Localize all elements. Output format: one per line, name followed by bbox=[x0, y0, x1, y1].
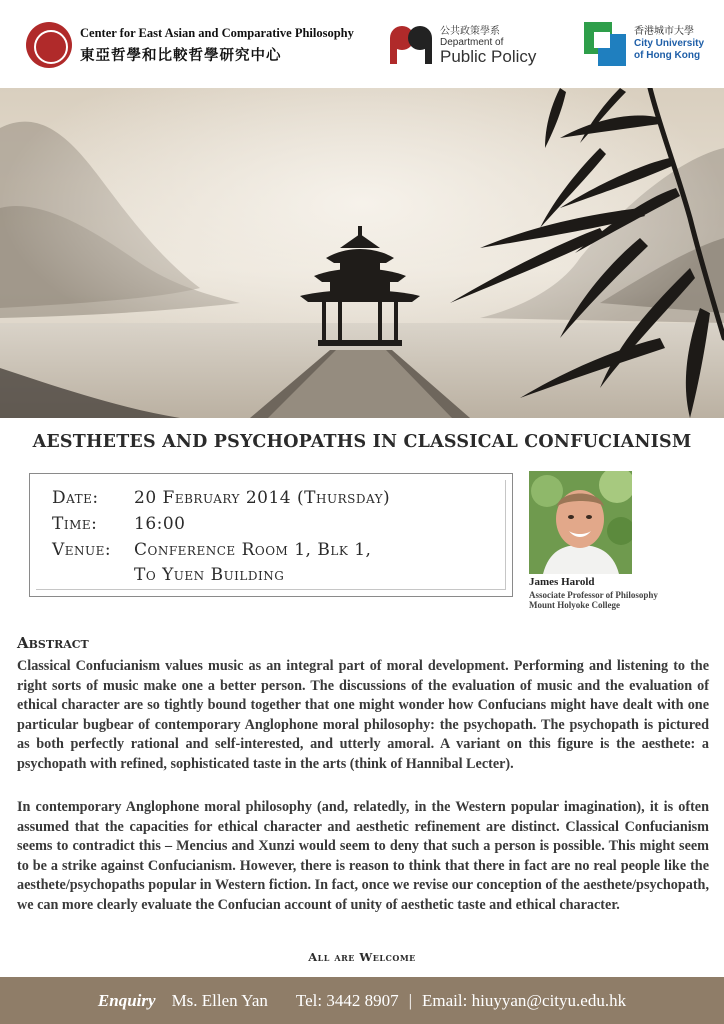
dpp-logo bbox=[390, 22, 536, 66]
cityu-name-zh: 香港城市大學 bbox=[634, 26, 694, 37]
all-welcome-notice: All are Welcome bbox=[308, 950, 416, 964]
date-label: Date: bbox=[52, 488, 99, 508]
abstract-paragraph-1: Classical Confucianism values music as an integral part of moral development. Performing and listening to the right sorts of music make one a better person. The discussions of the evaluation of music and the evaluation of ethical character are so tightly bound together that one might wonder how Confucians might have dealt with one particular bugbear of contemporary Anglophone moral philosophy: the psychopath. The psychopath is pictured as both perfectly rational and self-interested, and utterly amoral. A variant on this figure is the aesthete: a psychopath with refined, sophisticated taste in the arts (think of Hannibal Lecter). bbox=[17, 658, 709, 772]
speaker-name: James Harold bbox=[529, 576, 595, 588]
time-label: Time: bbox=[52, 514, 98, 534]
enquiry-label: Enquiry bbox=[97, 990, 156, 1010]
event-title: AESTHETES AND PSYCHOPATHS IN CLASSICAL CONFUCIANISM bbox=[32, 432, 692, 452]
contact-email[interactable]: Email: hiuyyan@cityu.edu.hk bbox=[422, 990, 627, 1010]
contact-tel: Tel: 3442 8907 bbox=[295, 990, 399, 1010]
dpp-name-zh: 公共政策學系 bbox=[440, 26, 500, 37]
time-value: 16:00 bbox=[134, 514, 186, 534]
dpp-name-large: Public Policy bbox=[440, 47, 537, 66]
ceacp-name-zh: 東亞哲學和比較哲學研究中心 bbox=[80, 47, 282, 64]
cityu-logo bbox=[584, 22, 704, 66]
ceacp-logo bbox=[26, 20, 354, 70]
abstract-heading: Abstract bbox=[17, 634, 89, 652]
dpp-name-small: Department of bbox=[440, 37, 504, 48]
speaker-title-line1: Associate Professor of Philosophy bbox=[529, 590, 658, 600]
header-bar bbox=[0, 0, 724, 88]
enquiry-footer bbox=[0, 977, 724, 1024]
cityu-name-en-2: of Hong Kong bbox=[634, 50, 701, 61]
ceacp-name-en: Center for East Asian and Comparative Philosophy bbox=[80, 25, 354, 40]
hero-pavilion-image bbox=[0, 88, 724, 418]
speaker-title-line2: Mount Holyoke College bbox=[529, 600, 620, 610]
speaker-photo bbox=[529, 471, 632, 574]
ceacp-seal-icon bbox=[26, 22, 72, 68]
dpp-mark-icon bbox=[390, 24, 434, 64]
cityu-name-en-1: City University bbox=[634, 38, 705, 49]
venue-row-2 bbox=[134, 565, 284, 585]
event-details-box bbox=[29, 473, 513, 597]
time-row bbox=[52, 514, 186, 534]
contact-name: Ms. Ellen Yan bbox=[171, 990, 268, 1010]
date-row bbox=[52, 488, 390, 508]
venue-value-line2: To Yuen Building bbox=[134, 565, 285, 585]
speaker-affiliation bbox=[529, 590, 658, 610]
date-value: 20 February 2014 (Thursday) bbox=[134, 488, 391, 508]
abstract-paragraph-2: In contemporary Anglophone moral philosophy (and, relatedly, in the Western popular imagination), it is often assumed that the capacities for ethical character and aesthetic refinement are distinct. Classical Confucianism seems to contradict this – Mencius and Xunzi would seem to deny that such a person is possible. This might seem to be a strike against Confucianism. However, there is reason to think that there in fact are no real people like the aesthete/psychopaths popular in Western fiction. In fact, once we revise our conception of the aesthete/psychopath, we can more clearly evaluate the Confucian account of unity of aesthetic taste and ethical character. bbox=[17, 799, 709, 913]
venue-label: Venue: bbox=[52, 540, 112, 560]
footer-separator: | bbox=[408, 990, 413, 1010]
venue-row bbox=[52, 540, 371, 560]
venue-value-line1: Conference Room 1, Blk 1, bbox=[134, 540, 372, 560]
cityu-mark-icon bbox=[584, 22, 628, 66]
